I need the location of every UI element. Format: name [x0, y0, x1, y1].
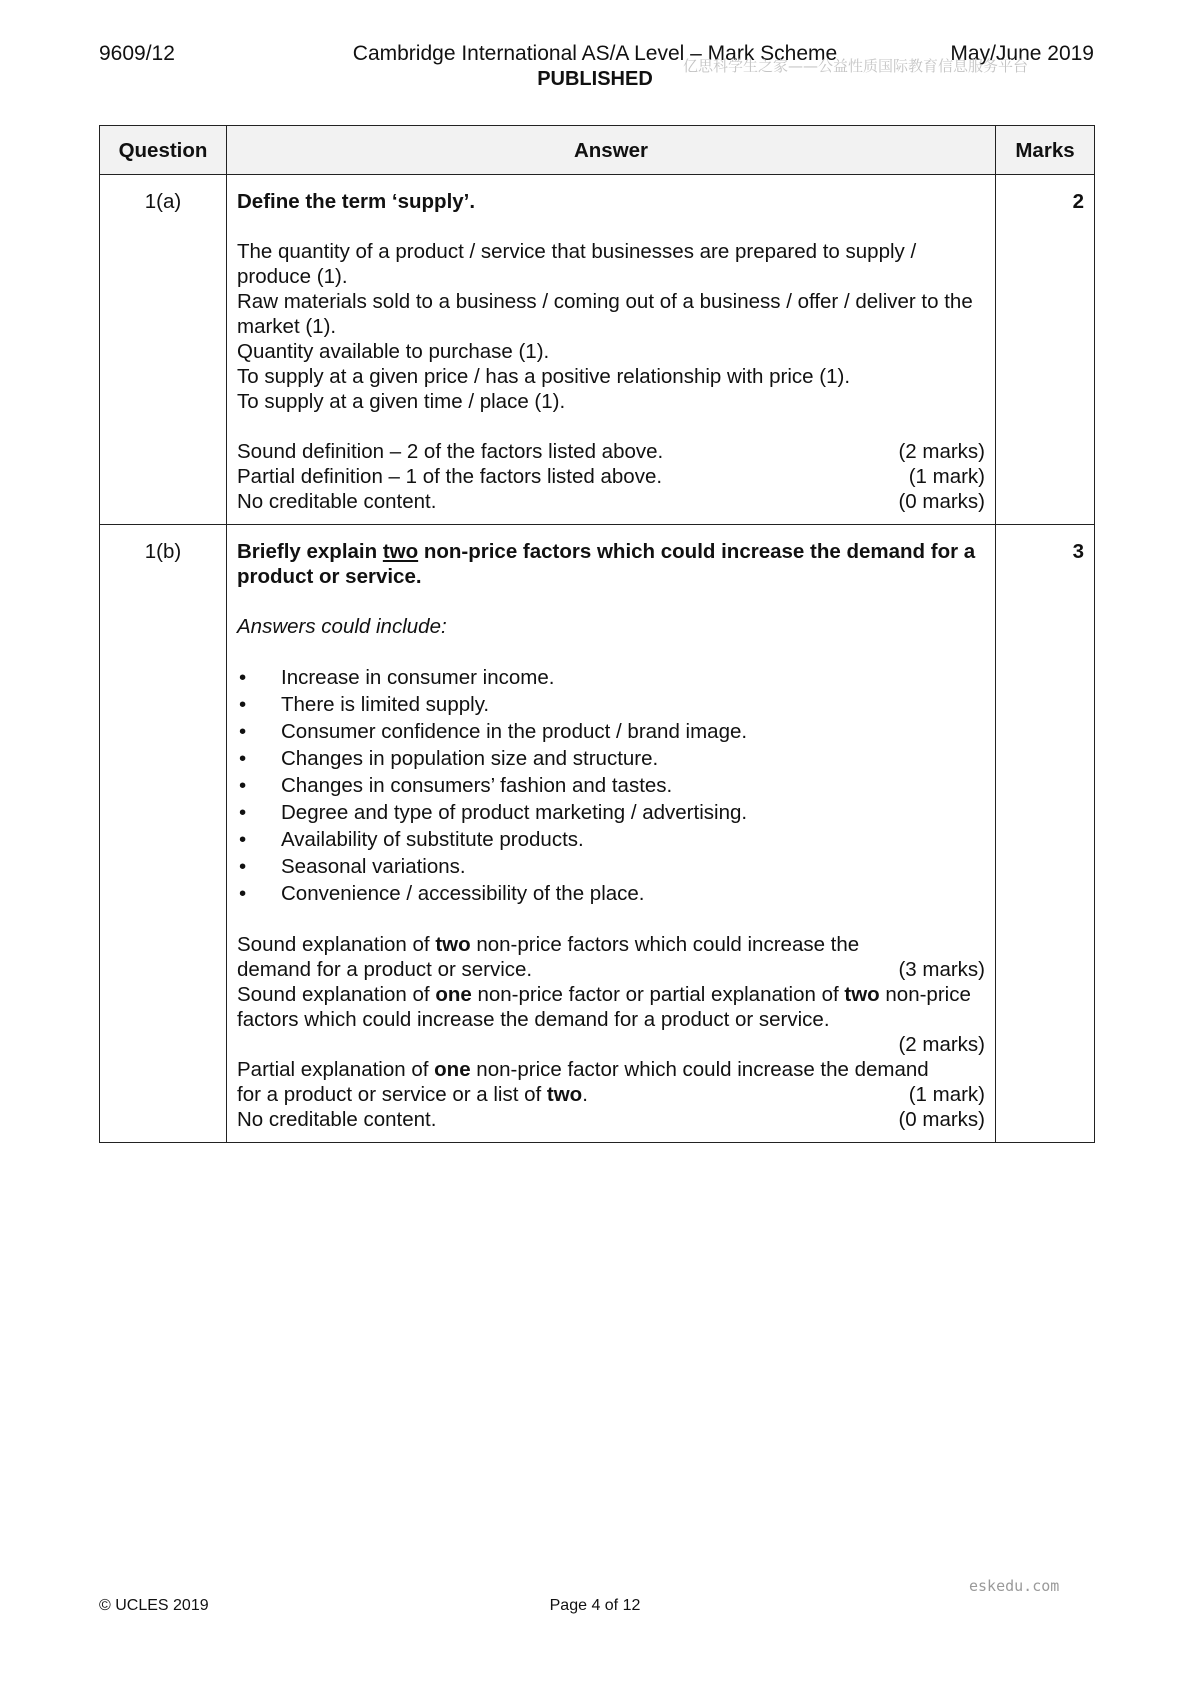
- mark-level-0: No creditable content. (0 marks): [237, 1108, 985, 1131]
- list-item: • Changes in population size and structure.: [239, 747, 659, 770]
- mark-level-1: for a product or service or a list of two. (1 mark): [237, 1083, 985, 1106]
- answers-intro: Answers could include:: [237, 615, 447, 638]
- list-item: • Changes in consumers’ fashion and tastes.: [239, 774, 673, 797]
- published-label: PUBLISHED: [537, 68, 653, 90]
- answer-point: Raw materials sold to a business / coming out of a business / offer / deliver to the market (1).: [237, 290, 973, 338]
- paper-code: 9609/12: [99, 42, 175, 65]
- list-item: • Availability of substitute products.: [239, 828, 584, 851]
- mark-level-text: Partial definition – 1 of the factors listed above.: [237, 465, 663, 488]
- mark-level: [237, 464, 985, 489]
- document-title: Cambridge International AS/A Level – Mark Scheme: [352, 42, 838, 65]
- answer-bullet-list: [237, 664, 985, 907]
- exam-session: May/June 2019: [950, 42, 1094, 65]
- marks-1b: 3: [996, 525, 1095, 1143]
- list-item: • Convenience / accessibility of the place.: [239, 882, 645, 905]
- mark-scheme-table: [99, 125, 1095, 1143]
- answer-point: The quantity of a product / service that businesses are prepared to supply / produce (1).: [237, 240, 917, 288]
- table-header-row: [100, 126, 1095, 175]
- answer-cell-1b: [227, 525, 996, 1143]
- table-row-1a: [100, 175, 1095, 525]
- list-item: • Degree and type of product marketing / advertising.: [239, 801, 748, 824]
- mark-level-text: No creditable content.: [237, 490, 437, 513]
- table-row-1b: [100, 525, 1095, 1143]
- question-number-1b: 1(b): [100, 525, 227, 1143]
- mark-level-3-text: Sound explanation of two non-price factors which could increase the: [237, 933, 860, 956]
- list-item: • There is limited supply.: [239, 693, 490, 716]
- mark-level-1-text: Partial explanation of one non-price factor which could increase the demand: [237, 1058, 929, 1081]
- question-prompt-1a: Define the term ‘supply’.: [237, 190, 476, 213]
- question-prompt-1b: Briefly explain two non-price factors which could increase the demand for a product or service.: [237, 540, 976, 588]
- answer-cell-1a: [227, 175, 996, 525]
- mark-level-value: (2 marks): [898, 1033, 985, 1056]
- column-header-marks: Marks: [996, 126, 1095, 175]
- mark-level-value: (0 marks): [898, 1108, 985, 1131]
- mark-level-value: (2 marks): [898, 440, 985, 463]
- mark-level-value: (0 marks): [898, 490, 985, 513]
- marks-1a: 2: [996, 175, 1095, 525]
- mark-level: [237, 439, 985, 464]
- mark-level-value: (1 mark): [908, 1083, 985, 1106]
- mark-level-text: Sound definition – 2 of the factors listed above.: [237, 440, 664, 463]
- mark-level-2-text: Sound explanation of one non-price factor or partial explanation of two non-price factors which could increase the demand for a product or service.: [237, 983, 971, 1031]
- mark-level-3: demand for a product or service. (3 marks): [237, 958, 985, 981]
- mark-level-value: (1 mark): [908, 465, 985, 488]
- mark-level-value: (3 marks): [898, 958, 985, 981]
- column-header-question: Question: [100, 126, 227, 175]
- watermark-text: 亿思科学生之家——公益性质国际教育信息服务平台: [683, 57, 1029, 75]
- column-header-answer: Answer: [227, 126, 996, 175]
- site-watermark: eskedu.com: [969, 1577, 1060, 1595]
- list-item: • Seasonal variations.: [239, 855, 466, 878]
- mark-level: [237, 489, 985, 514]
- copyright: © UCLES 2019: [99, 1597, 209, 1614]
- list-item: • Increase in consumer income.: [239, 666, 555, 689]
- answer-point: Quantity available to purchase (1).: [237, 340, 550, 363]
- answer-point: To supply at a given time / place (1).: [237, 390, 566, 413]
- question-number-1a: 1(a): [100, 175, 227, 525]
- answer-point: To supply at a given price / has a positive relationship with price (1).: [237, 365, 851, 388]
- list-item: • Consumer confidence in the product / brand image.: [239, 720, 748, 743]
- page-number: Page 4 of 12: [549, 1597, 641, 1614]
